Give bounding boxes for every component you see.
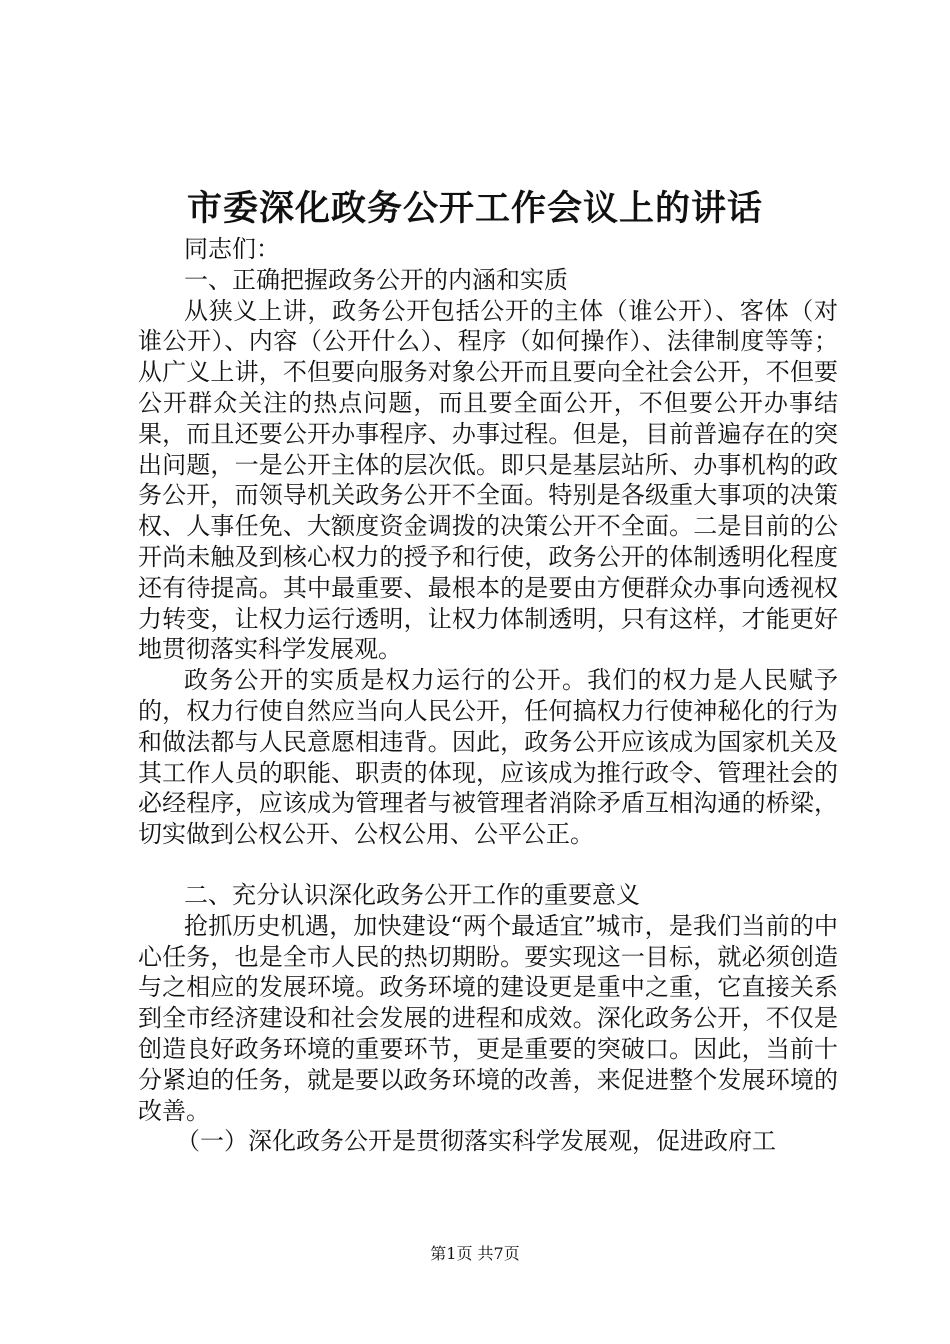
body-paragraph: 政务公开的实质是权力运行的公开。我们的权力是人民赋予的，权力行使自然应当向人民公开，任何搞权力行使神秘化的行为和做法都与人民意愿相违背。因此，政务公开应该成为国家机关及其工作人员的职能、职责的体现，应该成为推行政令、管理社会的必经程序，应该成为管理者与被管理者消除矛盾互相沟通的桥梁，切实做到公权公开、公权公用、公平公正。 [138,666,838,849]
body-paragraph: 从狭义上讲，政务公开包括公开的主体（谁公开）、客体（对谁公开）、内容（公开什么）、程序（如何操作）、法律制度等等；从广义上讲，不但要向服务对象公开而且要向全社会公开，不但要公开群众关注的热点问题，而且要全面公开，不但要公开办事结果，而且还要公开办事程序、办事过程。但是，目前普遍存在的突出问题，一是公开主体的层次低。即只是基层站所、办事机构的政务公开，而领导机关政务公开不全面。特别是各级重大事项的决策权、人事任免、大额度资金调拨的决策公开不全面。二是目前的公开尚未触及到核心权力的授予和行使，政务公开的体制透明化程度还有待提高。其中最重要、最根本的是要由方便群众办事向透视权力转变，让权力运行透明，让权力体制透明，只有这样，才能更好地贯彻落实科学发展观。 [138,296,838,664]
document-body [138,234,838,1157]
paragraph-gap [138,850,838,880]
section-heading-2: 二、充分认识深化政务公开工作的重要意义 [184,880,640,909]
body-paragraph: 抢抓历史机遇，加快建设“两个最适宜”城市，是我们当前的中心任务，也是全市人民的热切期盼。要实现这一目标，就必须创造与之相应的发展环境。政务环境的建设更是重中之重，它直接关系到全市经济建设和社会发展的进程和成效。深化政务公开，不仅是创造良好政务环境的重要环节，更是重要的突破口。因此，当前十分紧迫的任务，就是要以政务环境的改善，来促进整个发展环境的改善。 [138,911,838,1125]
page-footer: 第1页 共7页 [430,1244,520,1263]
document-title: 市委深化政务公开工作会议上的讲话 [186,188,763,229]
section-heading-1: 一、正确把握政务公开的内涵和实质 [184,265,568,294]
subsection-heading: （一）深化政务公开是贯彻落实科学发展观，促进政府工 [176,1127,776,1156]
salutation: 同志们： [184,235,280,263]
